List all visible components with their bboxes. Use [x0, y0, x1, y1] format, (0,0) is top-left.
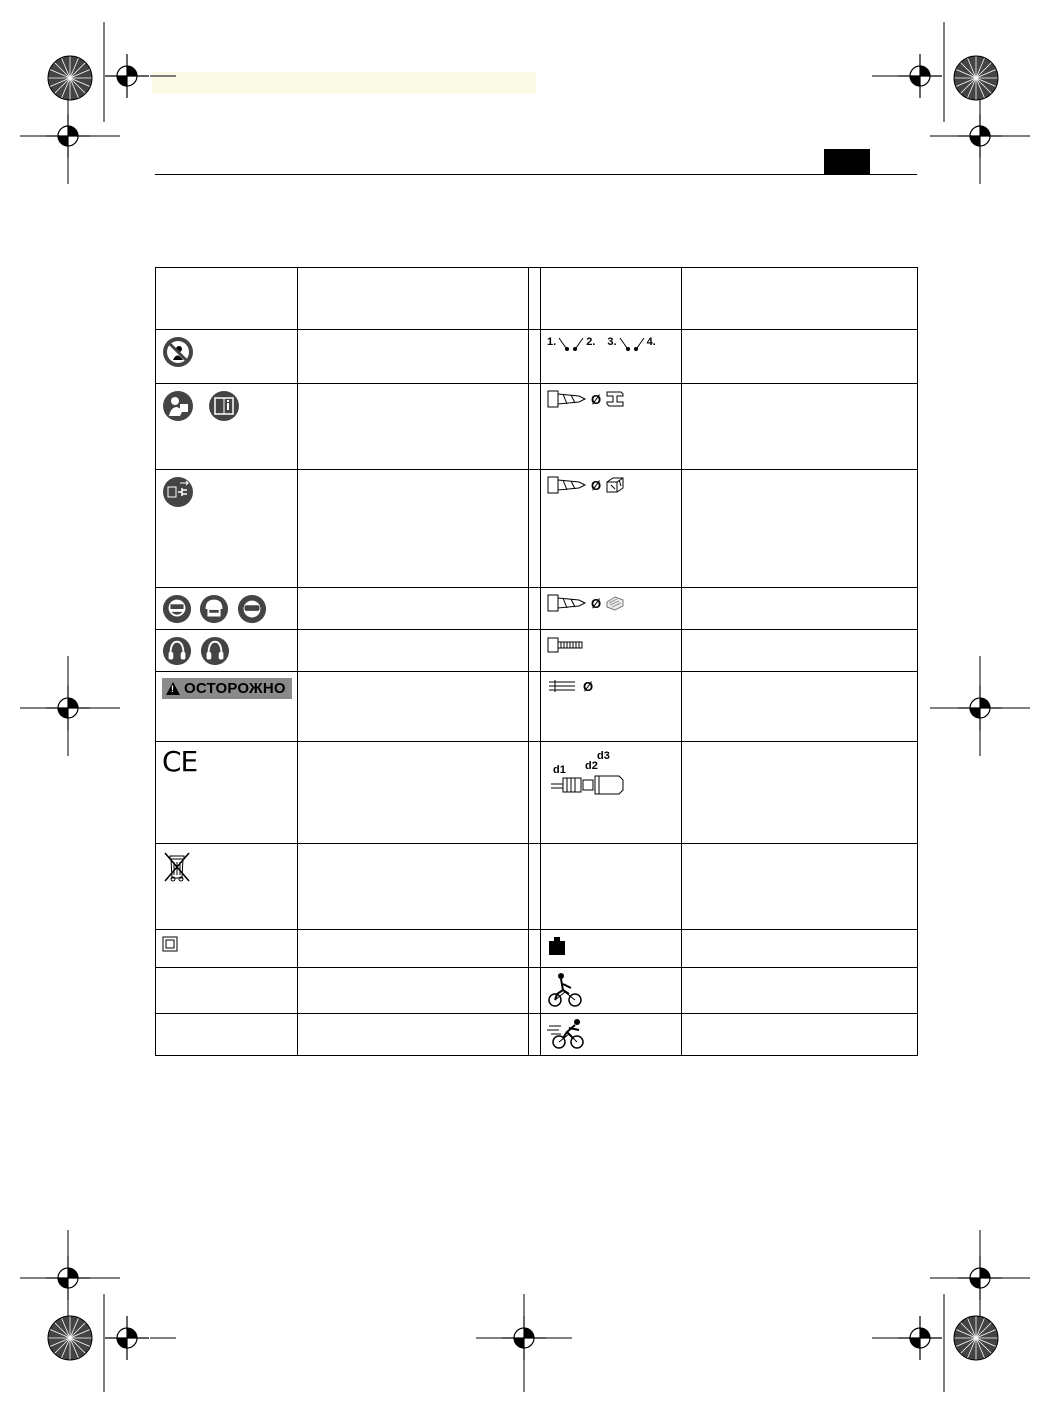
symbol-cell	[156, 672, 298, 742]
description-cell	[298, 470, 529, 588]
table-row	[156, 384, 918, 470]
dim-label: d3	[597, 750, 610, 762]
symbol-cell	[156, 1014, 298, 1056]
chuck-dimensions-icon	[549, 750, 629, 796]
drill-masonry-icon	[547, 476, 587, 494]
diameter-symbol: Ø	[583, 678, 594, 694]
table-row	[156, 672, 918, 742]
symbol-cell	[156, 330, 298, 384]
warning-triangle-icon	[166, 682, 180, 695]
step-label: 4.	[646, 336, 656, 348]
description-cell	[298, 384, 529, 470]
dim-label: d1	[553, 764, 566, 776]
ce-mark: CE	[162, 745, 198, 778]
table-row	[156, 968, 918, 1014]
screw-icon	[547, 636, 587, 654]
symbol-cell	[156, 630, 298, 672]
spacer-cell	[529, 630, 541, 672]
header-cell	[541, 268, 682, 330]
description-cell	[298, 672, 529, 742]
warning-text: ОСТОРОЖНО	[184, 680, 286, 697]
weee-bin-icon	[162, 850, 192, 884]
symbol-cell	[156, 930, 298, 968]
diameter-symbol: Ø	[591, 391, 602, 407]
symbol-cell	[156, 742, 298, 844]
description-cell	[682, 844, 918, 930]
table-row	[156, 470, 918, 588]
description-cell	[682, 330, 918, 384]
header-cell	[682, 268, 918, 330]
description-cell	[682, 470, 918, 588]
description-cell	[682, 968, 918, 1014]
header-cell	[529, 268, 541, 330]
symbol-cell	[156, 588, 298, 630]
table-row	[156, 330, 918, 384]
steel-beam-icon	[605, 390, 625, 408]
symbol-cell	[156, 384, 298, 470]
symbol-cell	[541, 742, 682, 844]
spacer-cell	[529, 844, 541, 930]
ear-protection-icon	[200, 636, 230, 666]
description-cell	[682, 672, 918, 742]
spacer-cell	[529, 930, 541, 968]
table-row	[156, 588, 918, 630]
table-row	[156, 742, 918, 844]
dust-mask-icon	[162, 594, 192, 624]
drill-wood-icon	[547, 594, 587, 612]
table-header-row	[156, 268, 918, 330]
diameter-symbol: Ø	[591, 477, 602, 493]
description-cell	[682, 384, 918, 470]
dim-label: d2	[585, 760, 598, 772]
spacer-cell	[529, 588, 541, 630]
cyclist-slow-icon	[547, 972, 583, 1008]
warning-label	[162, 678, 292, 699]
spacer-cell	[529, 330, 541, 384]
description-cell	[682, 1014, 918, 1056]
symbol-cell	[541, 1014, 682, 1056]
manual-info-icon	[208, 390, 240, 422]
no-children-icon	[162, 336, 194, 368]
description-cell	[682, 742, 918, 844]
description-cell	[298, 1014, 529, 1056]
symbol-cell	[541, 384, 682, 470]
read-manual-person-icon	[162, 390, 194, 422]
double-insulation-icon	[162, 936, 178, 952]
table-row	[156, 930, 918, 968]
cyclist-fast-icon	[547, 1018, 587, 1050]
unplug-icon	[162, 476, 194, 508]
symbol-cell	[541, 470, 682, 588]
spacer-cell	[529, 470, 541, 588]
symbol-cell	[541, 630, 682, 672]
spacer-cell	[529, 672, 541, 742]
goggles-icon	[237, 594, 267, 624]
header-cell	[298, 268, 529, 330]
step-sequence-icon	[547, 336, 681, 352]
description-cell	[298, 930, 529, 968]
symbol-cell	[541, 968, 682, 1014]
description-cell	[298, 588, 529, 630]
spacer-cell	[529, 384, 541, 470]
symbol-cell	[541, 930, 682, 968]
symbol-cell	[156, 470, 298, 588]
table-row	[156, 630, 918, 672]
symbol-cell	[541, 330, 682, 384]
brick-icon	[605, 476, 625, 494]
drill-metal-icon	[547, 390, 587, 408]
symbol-cell	[541, 588, 682, 630]
table-row	[156, 844, 918, 930]
description-cell	[298, 330, 529, 384]
ear-protection-icon	[162, 636, 192, 666]
step-label: 2.	[586, 336, 596, 348]
diameter-symbol: Ø	[591, 595, 602, 611]
description-cell	[298, 968, 529, 1014]
description-cell	[682, 630, 918, 672]
header-cell	[156, 268, 298, 330]
wood-block-icon	[605, 594, 625, 612]
spacer-cell	[529, 968, 541, 1014]
description-cell	[682, 588, 918, 630]
symbol-cell	[156, 844, 298, 930]
chuck-diameter-icon	[547, 678, 579, 694]
symbol-cell	[541, 844, 682, 930]
table-row	[156, 1014, 918, 1056]
description-cell	[298, 630, 529, 672]
description-cell	[682, 930, 918, 968]
weight-icon	[547, 936, 567, 956]
step-label: 1.	[547, 336, 557, 348]
symbol-cell	[156, 968, 298, 1014]
description-cell	[298, 742, 529, 844]
symbol-cell	[541, 672, 682, 742]
spacer-cell	[529, 1014, 541, 1056]
description-cell	[298, 844, 529, 930]
spacer-cell	[529, 742, 541, 844]
symbol-table	[155, 267, 918, 1056]
step-label: 3.	[607, 336, 617, 348]
helmet-icon	[199, 594, 229, 624]
